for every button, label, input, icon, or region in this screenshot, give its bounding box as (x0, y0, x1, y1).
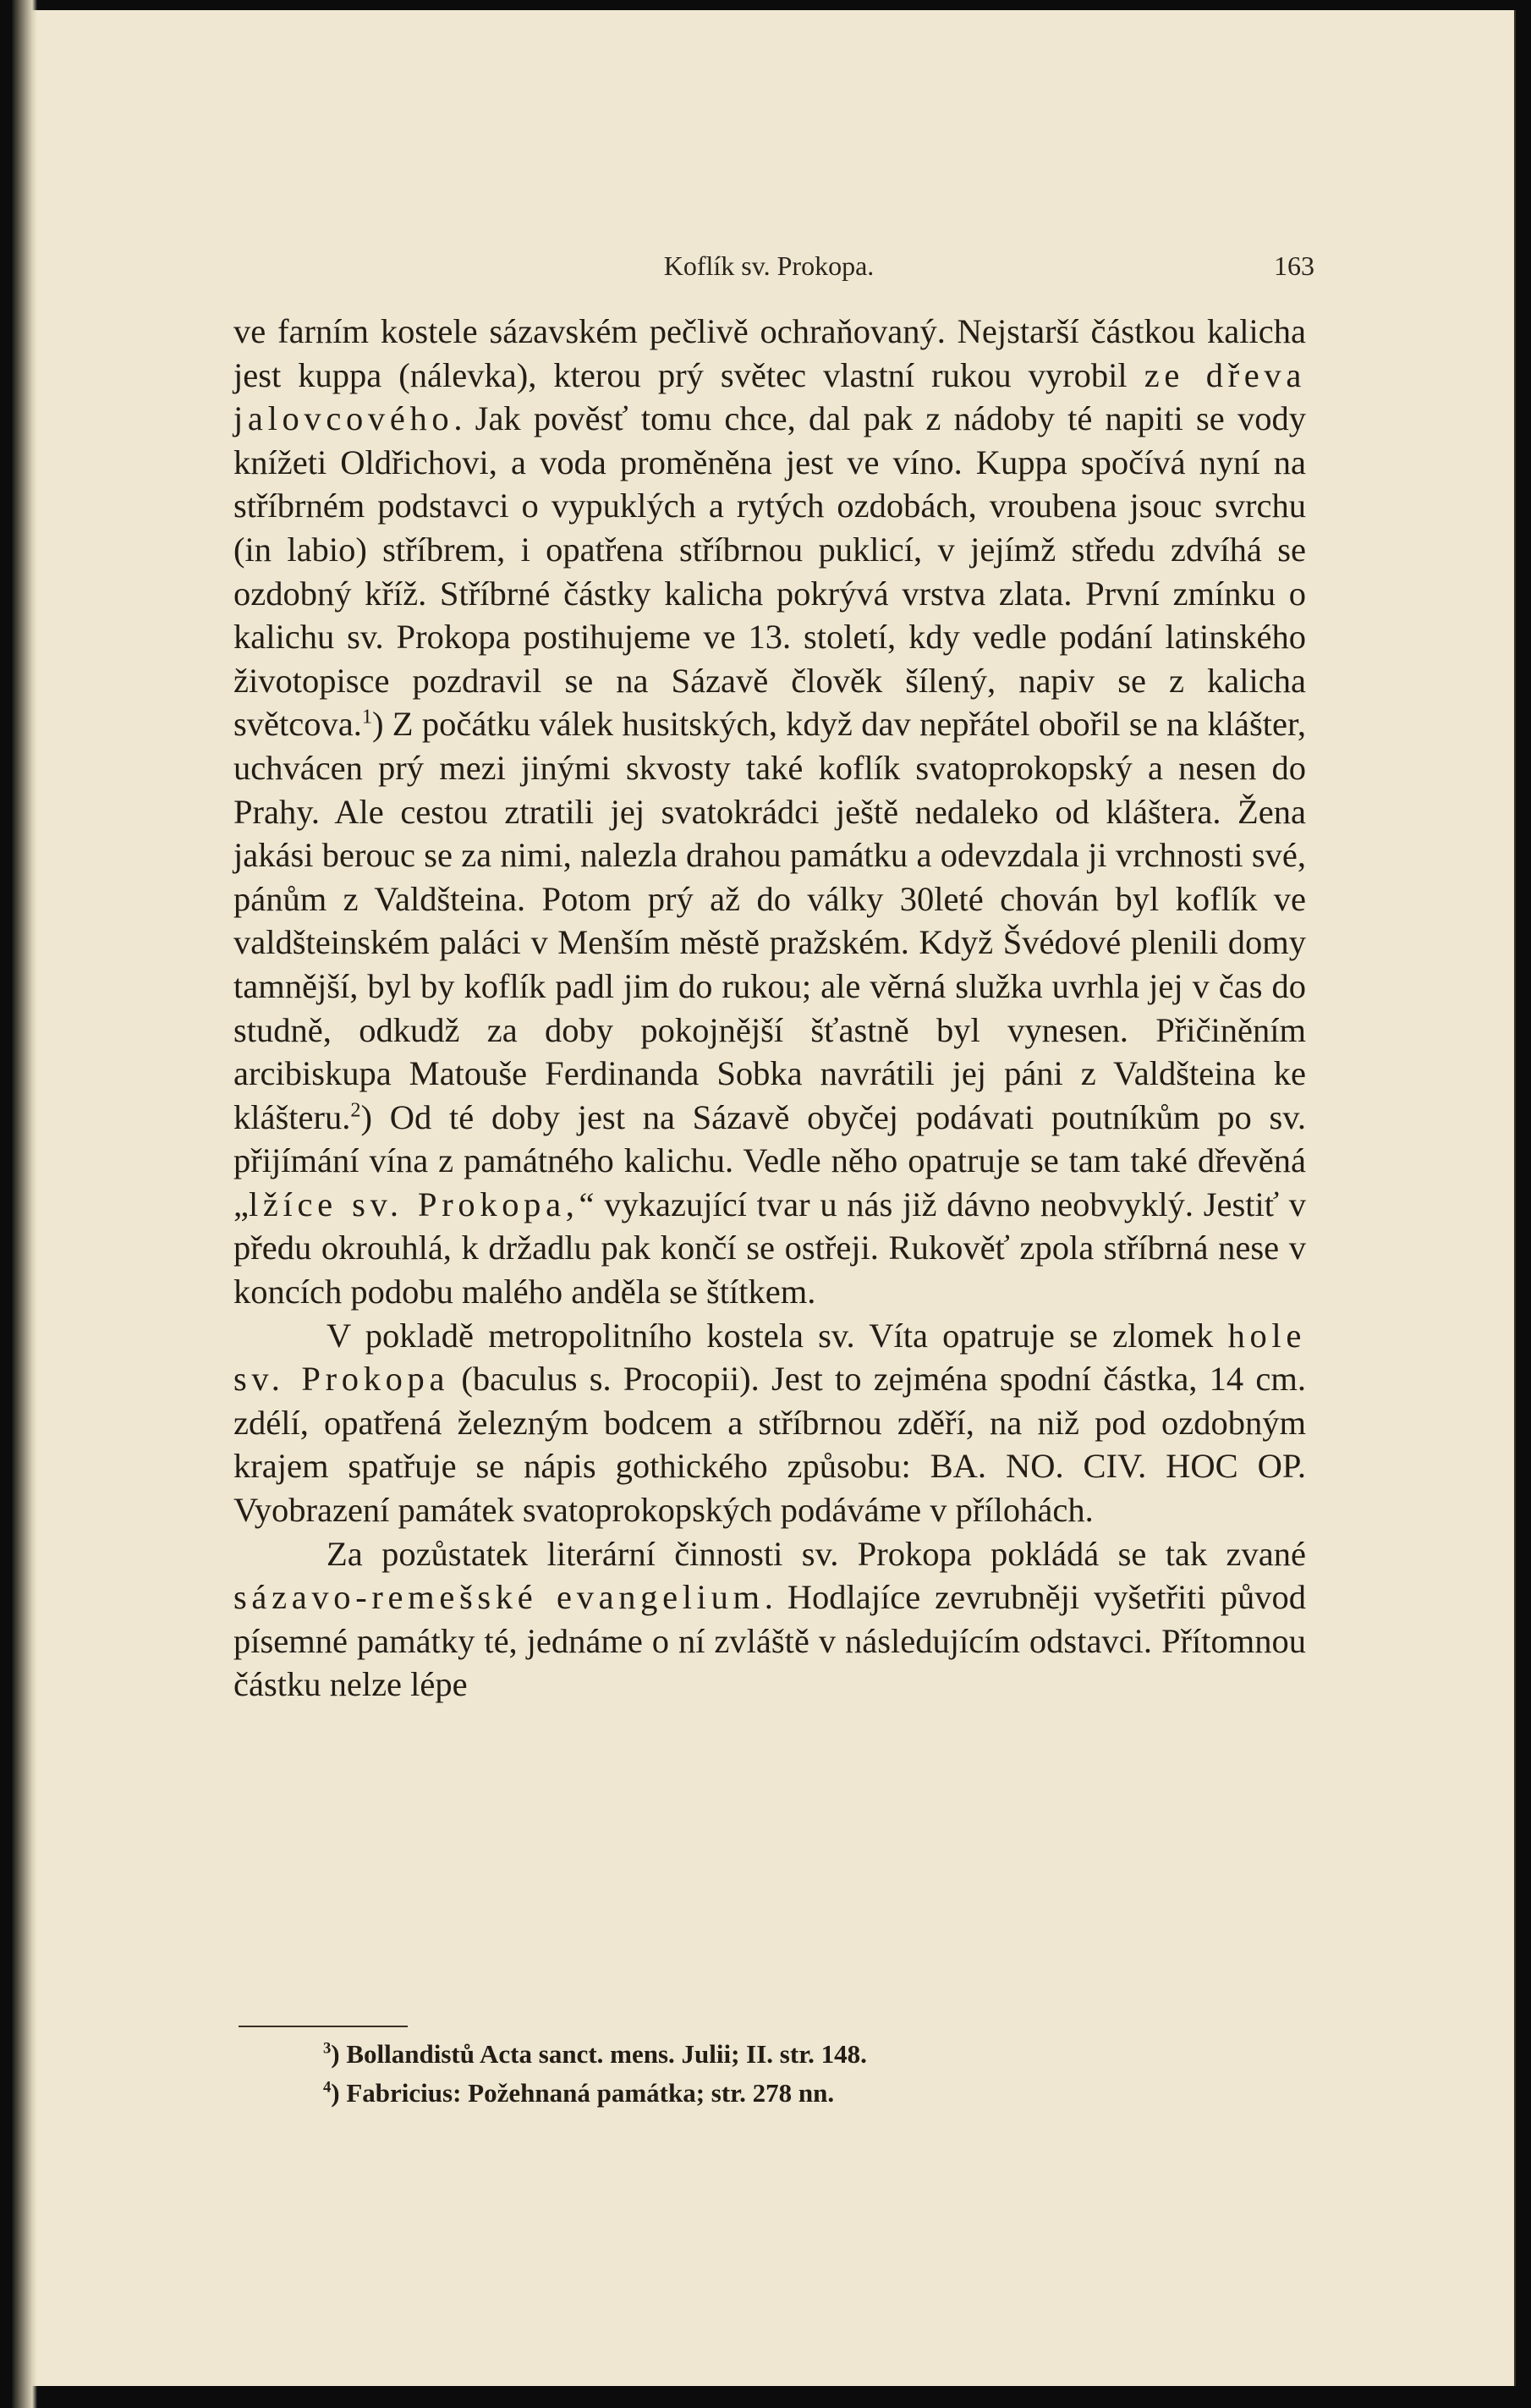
body-text (233, 310, 1306, 1707)
footnote: $^3$) Bollandistů Acta sanct. mens. Julii; II. str. 148. (323, 2039, 867, 2069)
paragraph-3: Za pozůstatek literární činnosti sv. Prokopa pokládá se tak zvané sázavo-remešské evangelium. Hodlajíce zevrubněji vyšetřiti původ písemné památky té, jednáme o ní zvláště v následujícím odstavci. Přítomnou částku nelze lépe (233, 1534, 1306, 1704)
book-spine-shadow (12, 0, 37, 2408)
footnote: $^4$) Fabricius: Požehnaná památka; str. 278 nn. (323, 2078, 835, 2108)
running-head (223, 239, 1314, 289)
chapter-title: Koflík sv. Prokopa. (663, 250, 875, 281)
footnote-divider (239, 2026, 408, 2027)
emphasis-text: hole sv. Prokopa (233, 1316, 1306, 1399)
page-number: 163 (1274, 250, 1314, 281)
footnote-ref: 1 (361, 705, 372, 728)
emphasis-text: sázavo-remešské evangelium (233, 1578, 765, 1617)
footnotes (323, 2035, 1169, 2113)
book-page (12, 10, 1516, 2386)
paragraph-1: ve farním kostele sázavském pečlivě ochraňovaný. Nejstarší částkou kalicha jest kuppa (nálevka), kterou prý světec vlastní rukou vyrobil ze dřeva jalovcového. Jak pověsť tomu chce, dal pak z nádoby té napiti se vody knížeti Oldřichovi, a voda proměněna jest ve víno. Kuppa spočívá nyní na stříbrném podstavci o vypuklých a rytých ozdobách, vroubena jsouc svrchu (in labio) stříbrem, i opatřena stříbrnou puklicí, v jejímž středu zdvíhá se ozdobný kříž. Stříbrné částky kalicha pokrývá vrstva zlata. První zmínku o kalichu sv. Prokopa postihujeme ve 13. století, kdy vedle podání latinského životopisce pozdravil se na Sázavě člověk šílený, napiv se z kalicha světcova.$^1$) Z počátku válek husitských, když dav nepřátel obořil se na klášter, uchvácen prý mezi jinými skvosty také koflík svatoprokopský a nesen do Prahy. Ale cestou ztratili jej svatokrádci ještě nedaleko od kláštera. Žena jakási berouc se za nimi, nalezla drahou památku a odevzdala ji vrchnosti své, pánům z Valdšteina. Potom prý až do války 30leté chován byl koflík ve valdšteinském paláci v Menším městě pražském. Když Švédové plenili domy tamnější, byl by koflík padl jim do rukou; ale věrná služka uvrhla jej v čas do studně, odkudž za doby pokojnější šťastně byl vynesen. Přičiněním arcibiskupa Matouše Ferdinanda Sobka navrátili jej páni z Valdšteina ke klášteru.$^2$) Od té doby jest na Sázavě obyčej podávati poutníkům po sv. přijímání vína z památného kalichu. Vedle něho opatruje se tam také dřevěná „lžíce sv. Prokopa,“ vykazující tvar u nás již dávno neobvyklý. Jestiť v předu okrouhlá, k držadlu pak končí se ostřeji. Rukověť zpola stříbrná nese v koncích podobu malého anděla se štítkem. (233, 312, 1306, 1311)
emphasis-text: ze dřeva jalovcového (233, 355, 1306, 438)
footnote-ref: 2 (350, 1098, 361, 1122)
paragraph-2: V pokladě metropolitního kostela sv. Víta opatruje se zlomek hole sv. Prokopa (baculus s. Procopii). Jest to zejména spodní částka, 14 cm. zdélí, opatřená železným bodcem a stříbrnou zděří, na niž pod ozdobným krajem spatřuje se nápis gothického způsobu: BA. NO. CIV. HOC OP. Vyobrazení památek svatoprokopských podáváme v přílohách. (233, 1316, 1306, 1530)
emphasis-text: lžíce sv. Prokopa, (248, 1185, 579, 1223)
